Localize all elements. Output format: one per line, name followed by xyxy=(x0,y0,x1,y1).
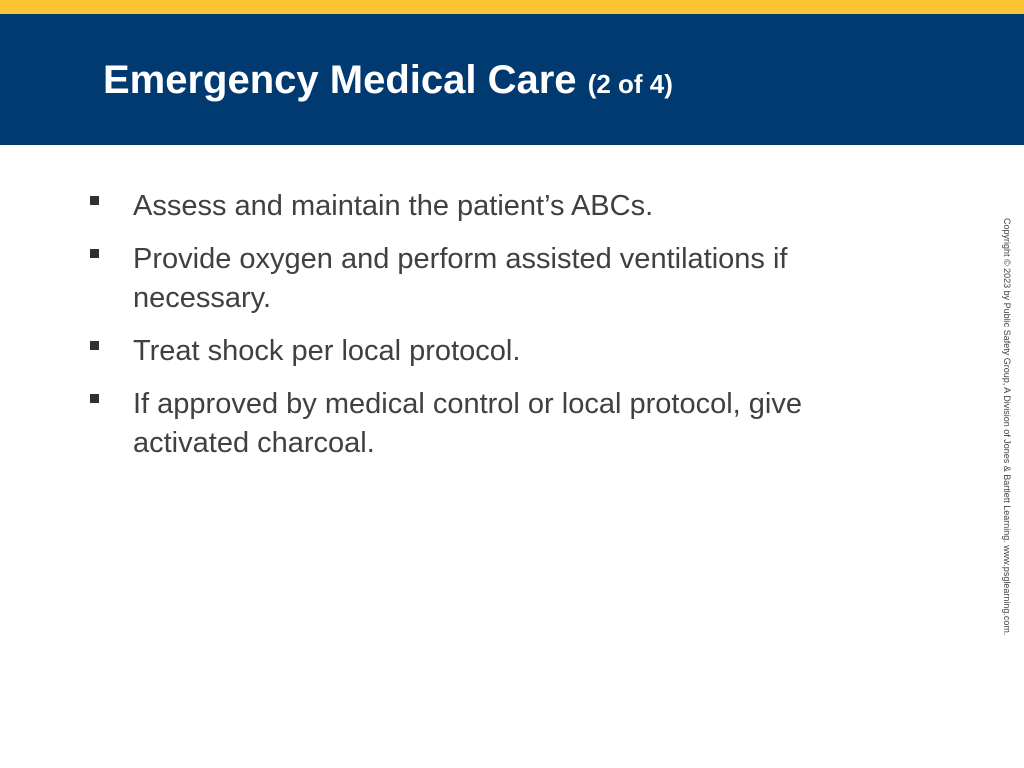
square-bullet-icon xyxy=(90,196,99,205)
bullet-list xyxy=(90,187,890,477)
slide-title-main: Emergency Medical Care xyxy=(103,58,577,102)
bullet-item xyxy=(90,240,890,318)
bullet-text: Provide oxygen and perform assisted ventilations if necessary. xyxy=(133,243,788,314)
bullet-item xyxy=(90,385,890,463)
bullet-item xyxy=(90,332,890,371)
bullet-text: Treat shock per local protocol. xyxy=(133,335,521,367)
slide-title xyxy=(103,54,673,110)
slide-title-part: (2 of 4) xyxy=(587,69,673,99)
bullet-item xyxy=(90,187,890,226)
accent-bar xyxy=(0,0,1024,14)
bullet-text: If approved by medical control or local protocol, give activated charcoal. xyxy=(133,388,802,459)
square-bullet-icon xyxy=(90,394,99,403)
bullet-text: Assess and maintain the patient’s ABCs. xyxy=(133,190,654,222)
copyright-notice: Copyright © 2023 by Public Safety Group, A Division of Jones & Bartlett Learning. www.psglearning.com. xyxy=(1002,218,1012,636)
square-bullet-icon xyxy=(90,341,99,350)
square-bullet-icon xyxy=(90,249,99,258)
